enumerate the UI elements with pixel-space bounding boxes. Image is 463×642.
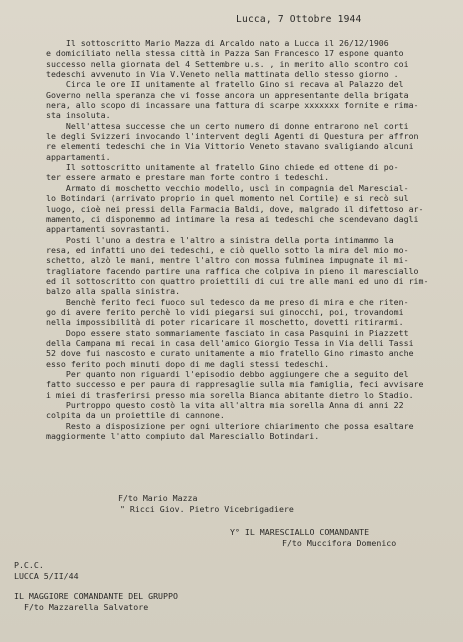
body-line: Governo nella speranza che vi fosse ancora un appresentante della brigata xyxy=(46,89,409,100)
body-line: sta insoluta. xyxy=(46,110,111,121)
body-line: tragliatore facendo partire una raffica che colpiva in pieno il maresciallo xyxy=(46,265,419,276)
pcg-label: P.C.C. xyxy=(14,560,44,570)
body-line: schetto, alzò le mani, mentre l'altro con mossa fulminea impugnate il mi- xyxy=(46,255,409,266)
body-line: lo Botindari (arrivato proprio in quel momento nel Cortile) e si recò sul xyxy=(46,193,409,204)
document-body xyxy=(46,38,456,441)
body-line: nera, allo scopo di incassare una fattura di scarpe xxxxxxx fornite e rima- xyxy=(46,100,419,111)
body-line: ter essere armato e prestare man forte contro i tedeschi. xyxy=(46,172,330,183)
body-line: Resto a disposizione per ogni ulteriore chiarimento che possa esaltare xyxy=(46,420,414,431)
body-line: e domiciliato nella stessa città in Pazza San Francesco 17 espone quanto xyxy=(46,48,404,59)
body-line: Dopo essere stato sommariamente fasciato in casa Pasquini in Piazzett xyxy=(46,327,409,338)
body-line: tedeschi avvenuto in Via V.Veneto nella mattinata dello stesso giorno . xyxy=(46,69,399,80)
body-line: nella impossibilità di poter ricaricare il moschetto, dovetti ritirarmi. xyxy=(46,317,404,328)
body-line: Benchè ferito feci fuoco sul tedesco da me preso di mira e che riten- xyxy=(46,296,409,307)
body-line: balzo alla spalla sinistra. xyxy=(46,286,181,297)
body-line: della Campana mi recai in casa dell'amico Giorgio Tessa in Via delli Tassi xyxy=(46,337,414,348)
signature-ricci: " Ricci Giov. Pietro Vicebrigadiere xyxy=(120,504,294,514)
commander-title: IL MAGGIORE COMANDANTE DEL GRUPPO xyxy=(14,591,178,601)
body-line: go di avere ferito perchè lo vidi piegarsi sui ginocchi, poi, trovandomi xyxy=(46,306,404,317)
signature-muccifora: F/to Muccifora Domenico xyxy=(282,538,397,548)
signature-block xyxy=(118,493,294,515)
document-date: Lucca, 7 Ottobre 1944 xyxy=(236,14,362,25)
commander-signature: F/to Mazzarella Salvatore xyxy=(24,601,149,612)
signature-marshal-block xyxy=(230,527,396,549)
body-line: Nell'attesa successe che un certo numero di donne entrarono nel corti xyxy=(46,120,409,131)
body-line: resa, ed infatti uno dei tedeschi, e ciò quello sotto la mira del mio mo- xyxy=(46,244,409,255)
marshal-title: Y° IL MARESCIALLO COMANDANTE xyxy=(230,527,370,537)
body-line: luogo, cioè nei pressi della Farmacia Baldi, dove, malgrado il difettoso ar- xyxy=(46,203,424,214)
body-line: 52 dove fui nascosto e curato unitamente a mio fratello Gino rimasto anche xyxy=(46,348,414,359)
body-line: mamento, ci disponemmo ad intimare la resa ai tedeschi che scendevano dagli xyxy=(46,213,419,224)
body-line: appartamenti sovrastanti. xyxy=(46,224,171,235)
signature-mazza: F/to Mario Mazza xyxy=(118,493,198,503)
body-line: re elementi tedeschi che in Via Vittorio Veneto stavano svaligiando alcuni xyxy=(46,141,414,152)
body-line: Il sottoscritto Mario Mazza di Arcaldo nato a Lucca il 26/12/1906 xyxy=(46,38,389,48)
body-line: maggiormente l'atto compiuto dal Maresciallo Botindari. xyxy=(46,431,320,442)
body-line: Armato di moschetto vecchio modello, uscì in compagnia del Marescial- xyxy=(46,182,409,193)
certified-copy-block xyxy=(14,560,79,581)
body-line: successo nella giornata del 4 Settembre u.s. , in merito allo scontro coi xyxy=(46,58,409,69)
body-line: ed il sottoscritto con quattro proiettili di cui tre alle mani ed uno di rim- xyxy=(46,275,429,286)
body-line: appartamenti. xyxy=(46,151,111,162)
body-line: Circa le ore II unitamente al fratello Gino si recava al Palazzo del xyxy=(46,79,404,90)
commander-block xyxy=(14,591,178,612)
body-line: Il sottoscritto unitamente al fratello Gino chiede ed ottene di po- xyxy=(46,162,399,173)
body-line: Per quanto non riguardi l'episodio debbo aggiungere che a seguito del xyxy=(46,369,409,379)
body-line: colpita da un proiettile di cannone. xyxy=(46,410,225,421)
body-line: fatto successo e per paura di rappresaglie sulla mia famiglia, feci avvisare xyxy=(46,379,424,390)
body-line: Purtroppo questo costò la vita all'altra mia sorella Anna di anni 22 xyxy=(46,400,404,411)
place-date: LUCCA 5/II/44 xyxy=(14,570,79,581)
body-line: esso ferito poch minuti dopo di me dagli stessi tedeschi. xyxy=(46,358,330,369)
body-line: le degli Svizzeri invocando l'intervent degli Agenti di Questura per affron xyxy=(46,131,419,142)
body-line: Posti l'uno a destra e l'altro a sinistra della porta intimammo la xyxy=(46,234,394,245)
body-line: i miei di trasferirsi presso mia sorella Bianca abitante dietro lo Stadio. xyxy=(46,389,414,400)
